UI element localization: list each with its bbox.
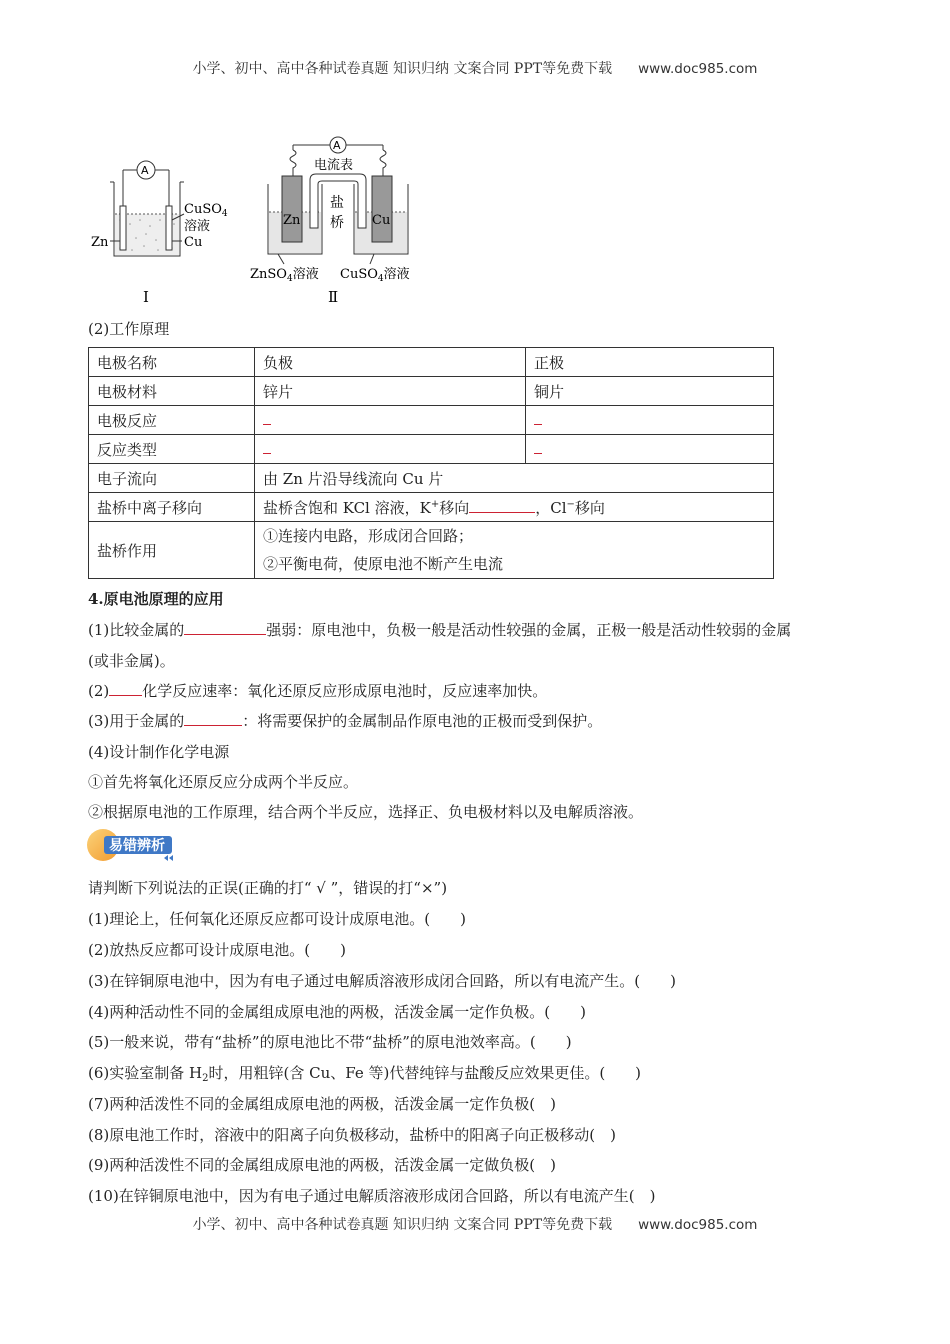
table-row	[89, 493, 774, 522]
application-paragraph: (4)设计制作化学电源	[88, 743, 230, 761]
header-text: 小学、初中、高中各种试卷真题 知识归纳 文案合同 PPT等免费下载	[192, 61, 613, 77]
judge-item: (7)两种活泼性不同的金属组成原电池的两极，活泼金属一定作负极( )	[88, 1095, 556, 1113]
table-cell: 盐桥含饱和 KCl 溶液，K+移向 ，Cl−移向	[255, 493, 774, 522]
meter-two-label: A	[333, 139, 341, 152]
table-cell: 锌片	[255, 377, 526, 406]
figure-cell-one	[86, 150, 246, 310]
table-cell: 电极材料	[89, 377, 255, 406]
answer-blank-cell[interactable]	[255, 435, 526, 464]
application-paragraph: (3)用于金属的 ：将需要保护的金属制品作原电池的正极而受到保护。	[88, 712, 603, 730]
answer-blank[interactable]	[534, 412, 542, 425]
figure-cell-two	[248, 132, 428, 310]
answer-blank-cell[interactable]	[526, 435, 774, 464]
judge-item: (2)放热反应都可设计成原电池。( )	[88, 941, 346, 959]
judge-item: (9)两种活泼性不同的金属组成原电池的两极，活泼金属一定做负极( )	[88, 1156, 556, 1174]
judge-item: (8)原电池工作时，溶液中的阳离子向负极移动，盐桥中的阳离子向正极移动( )	[88, 1126, 616, 1144]
caption-two: Ⅱ	[328, 288, 339, 306]
table-cell: 电极反应	[89, 406, 255, 435]
table-row	[89, 348, 774, 377]
zn-label-two: Zn	[283, 213, 301, 228]
table-cell: 电子流向	[89, 464, 255, 493]
judge-item: (5)一般来说，带有“盐桥”的原电池比不带“盐桥”的原电池效率高。( )	[88, 1033, 572, 1051]
caption-one: Ⅰ	[143, 288, 149, 306]
judge-item: (10)在锌铜原电池中，因为有电子通过电解质溶液形成闭合回路，所以有电流产生( )	[88, 1187, 656, 1205]
badge-text: 易错辨析	[109, 838, 165, 854]
meter-one-label: A	[141, 164, 149, 177]
judge-item: (4)两种活动性不同的金属组成原电池的两极，活泼金属一定作负极。( )	[88, 1003, 586, 1021]
table-cell: 电极名称	[89, 348, 255, 377]
answer-blank[interactable]	[109, 682, 142, 696]
bridge-label-1: 盐	[330, 195, 344, 211]
footer-site-link[interactable]: www.doc985.com	[638, 1217, 758, 1233]
table-row	[89, 406, 774, 435]
answer-blank[interactable]	[184, 712, 242, 726]
judge-item: (3)在锌铜原电池中，因为有电子通过电解质溶液形成闭合回路，所以有电流产生。( )	[88, 972, 676, 990]
header-site-link[interactable]: www.doc985.com	[638, 61, 758, 77]
judge-item: (1)理论上，任何氧化还原反应都可设计成原电池。( )	[88, 910, 466, 928]
table-cell: 盐桥作用	[89, 522, 255, 579]
section-title: (2)工作原理	[88, 320, 170, 338]
answer-blank[interactable]	[263, 412, 271, 425]
solution-label-one: 溶液	[184, 219, 211, 234]
error-analysis-badge	[86, 828, 178, 862]
answer-blank[interactable]	[263, 441, 271, 454]
application-paragraph: (或非金属)。	[88, 652, 175, 670]
znso4-label: ZnSO$_4$溶液	[250, 267, 319, 284]
table-row	[89, 464, 774, 493]
application-title: 4.原电池原理的应用	[88, 590, 224, 608]
page-footer	[0, 1214, 950, 1234]
judge-intro: 请判断下列说法的正误(正确的打“ √ ”，错误的打“×”)	[88, 879, 448, 897]
table-cell: 负极	[255, 348, 526, 377]
table-cell: 铜片	[526, 377, 774, 406]
cu-label-two: Cu	[372, 213, 391, 228]
page-header	[0, 58, 950, 78]
table-cell: 由 Zn 片沿导线流向 Cu 片	[255, 464, 774, 493]
cuso4-label-two: CuSO$_4$溶液	[340, 267, 410, 284]
answer-blank-cell[interactable]	[255, 406, 526, 435]
cuso4-label-one: CuSO$_4$	[184, 202, 228, 219]
table-row	[89, 435, 774, 464]
cu-label-one: Cu	[184, 235, 203, 250]
meter-text: 电流表	[314, 158, 354, 173]
answer-blank-cell[interactable]	[526, 406, 774, 435]
application-paragraph: ①首先将氧化还原反应分成两个半反应。	[88, 773, 359, 791]
bridge-label-2: 桥	[330, 215, 344, 231]
zn-label-one: Zn	[91, 235, 109, 250]
table-cell: 反应类型	[89, 435, 255, 464]
table-cell: 盐桥中离子移向	[89, 493, 255, 522]
answer-blank[interactable]	[184, 621, 266, 635]
answer-blank[interactable]	[469, 499, 535, 513]
application-paragraph: ②根据原电池的工作原理，结合两个半反应，选择正、负电极材料以及电解质溶液。	[88, 803, 644, 821]
application-paragraph: (2) 化学反应速率：氧化还原反应形成原电池时，反应速率加快。	[88, 682, 548, 700]
table-row	[89, 377, 774, 406]
footer-text: 小学、初中、高中各种试卷真题 知识归纳 文案合同 PPT等免费下载	[192, 1217, 613, 1233]
table-cell: 正极	[526, 348, 774, 377]
judge-item: (6)实验室制备 $H_2$时，用粗锌(含 Cu、Fe 等)代替纯锌与盐酸反应效果更佳。( )	[88, 1064, 642, 1084]
table-row	[89, 522, 774, 579]
principle-table	[88, 347, 774, 579]
application-paragraph: (1)比较金属的 强弱：原电池中，负极一般是活动性较强的金属，正极一般是活动性较弱的金属	[88, 621, 792, 639]
answer-blank[interactable]	[534, 441, 542, 454]
table-cell: ①连接内电路，形成闭合回路； ②平衡电荷，使原电池不断产生电流	[255, 522, 774, 579]
